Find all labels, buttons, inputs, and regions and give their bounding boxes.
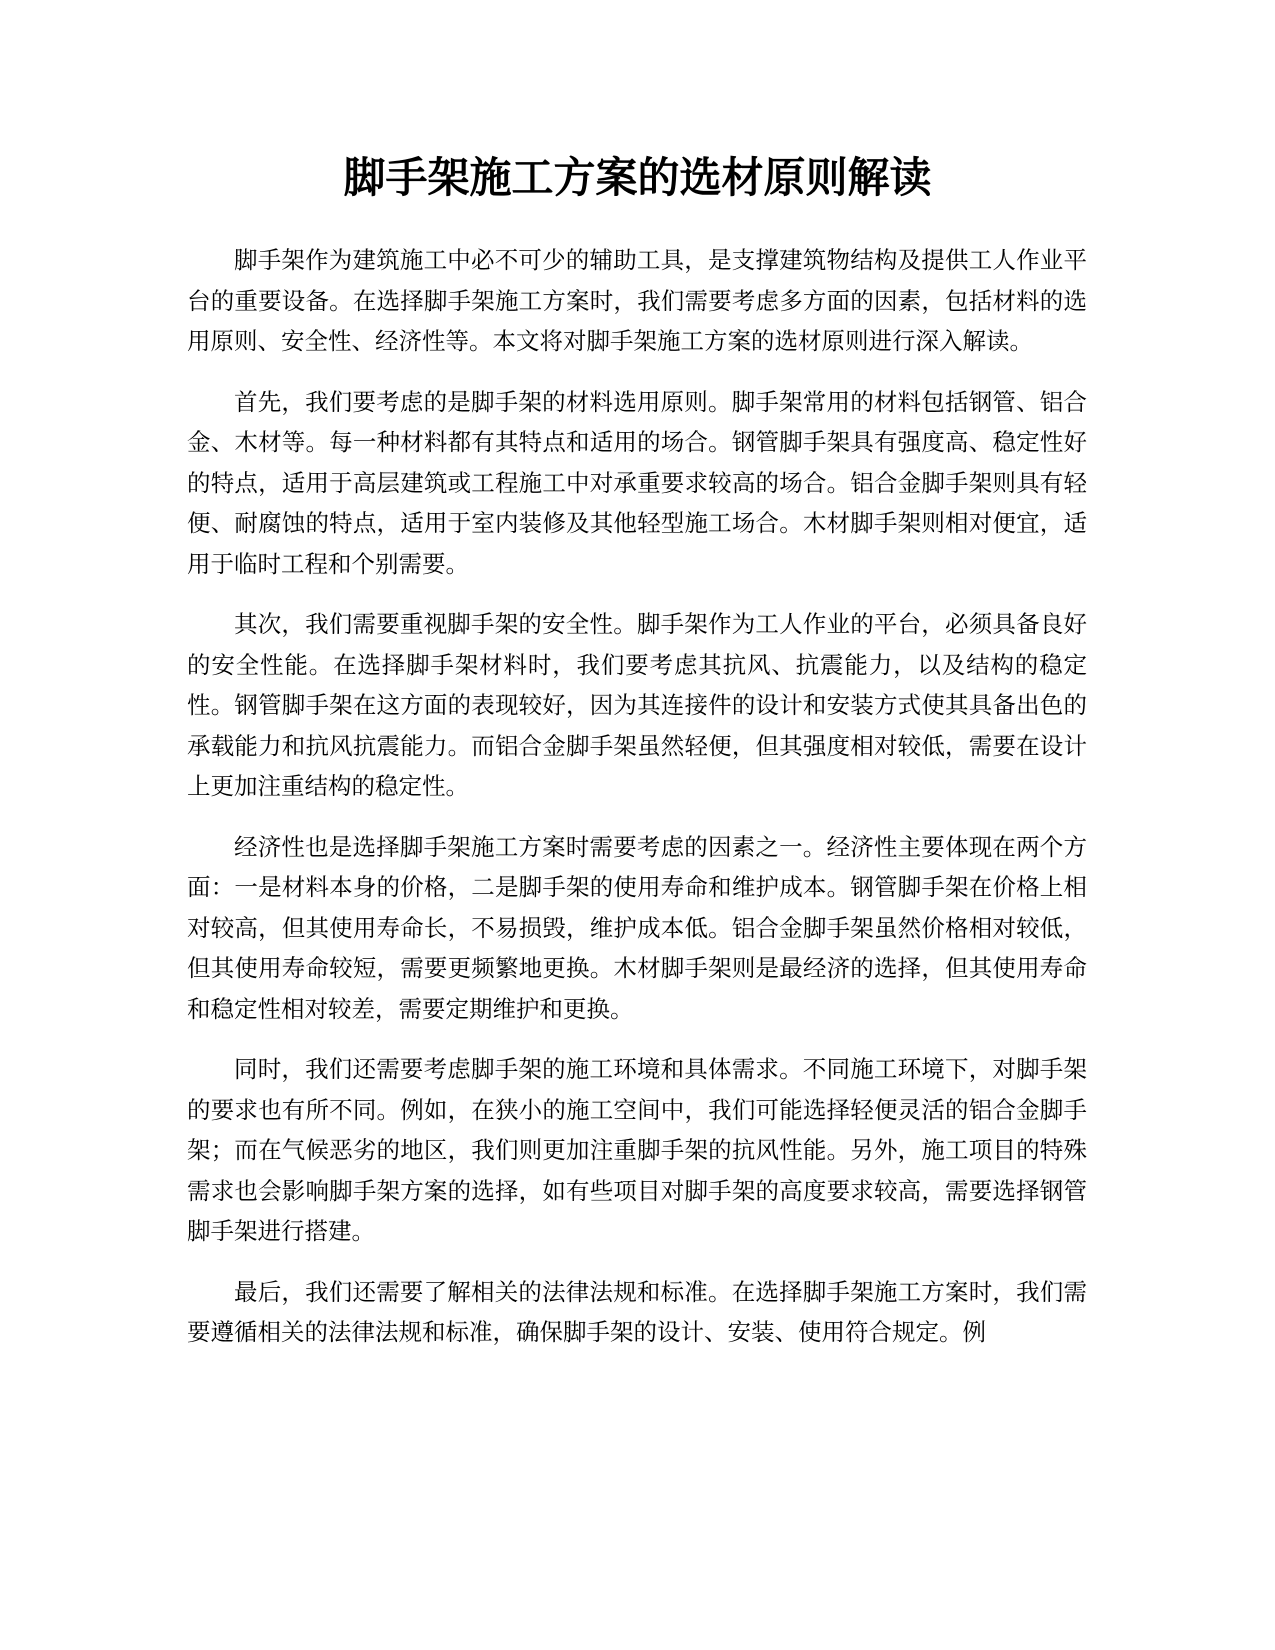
paragraph-safety: 其次，我们需要重视脚手架的安全性。脚手架作为工人作业的平台，必须具备良好的安全性能。在选择脚手架材料时，我们要考虑其抗风、抗震能力，以及结构的稳定性。钢管脚手架在这方面的表现较好，因为其连接件的设计和安装方式使其具备出色的承载能力和抗风抗震能力。而铝合金脚手架虽然轻便，但其强度相对较低，需要在设计上更加注重结构的稳定性。 [187,610,1087,800]
paragraph-economy: 经济性也是选择脚手架施工方案时需要考虑的因素之一。经济性主要体现在两个方面：一是材料本身的价格，二是脚手架的使用寿命和维护成本。钢管脚手架在价格上相对较高，但其使用寿命长，不易损毁，维护成本低。铝合金脚手架虽然价格相对较低，但其使用寿命较短，需要更频繁地更换。木材脚手架则是最经济的选择，但其使用寿命和稳定性相对较差，需要定期维护和更换。 [187,832,1087,1023]
paragraph-materials: 首先，我们要考虑的是脚手架的材料选用原则。脚手架常用的材料包括钢管、铝合金、木材等。每一种材料都有其特点和适用的场合。钢管脚手架具有强度高、稳定性好的特点，适用于高层建筑或工程施工中对承重要求较高的场合。铝合金脚手架则具有轻便、耐腐蚀的特点，适用于室内装修及其他轻型施工场合。木材脚手架则相对便宜，适用于临时工程和个别需要。 [187,387,1087,578]
paragraph-regulations: 最后，我们还需要了解相关的法律法规和标准。在选择脚手架施工方案时，我们需要遵循相关的法律法规和标准，确保脚手架的设计、安装、使用符合规定。例 [187,1277,1087,1346]
document-body [187,240,1087,1373]
paragraph-intro: 脚手架作为建筑施工中必不可少的辅助工具，是支撑建筑物结构及提供工人作业平台的重要设备。在选择脚手架施工方案时，我们需要考虑多方面的因素，包括材料的选用原则、安全性、经济性等。本文将对脚手架施工方案的选材原则进行深入解读。 [187,246,1087,355]
document-title: 脚手架施工方案的选材原则解读 [343,153,932,202]
paragraph-environment: 同时，我们还需要考虑脚手架的施工环境和具体需求。不同施工环境下，对脚手架的要求也有所不同。例如，在狭小的施工空间中，我们可能选择轻便灵活的铝合金脚手架；而在气候恶劣的地区，我们则更加注重脚手架的抗风性能。另外，施工项目的特殊需求也会影响脚手架方案的选择，如有些项目对脚手架的高度要求较高，需要选择钢管脚手架进行搭建。 [187,1055,1087,1245]
